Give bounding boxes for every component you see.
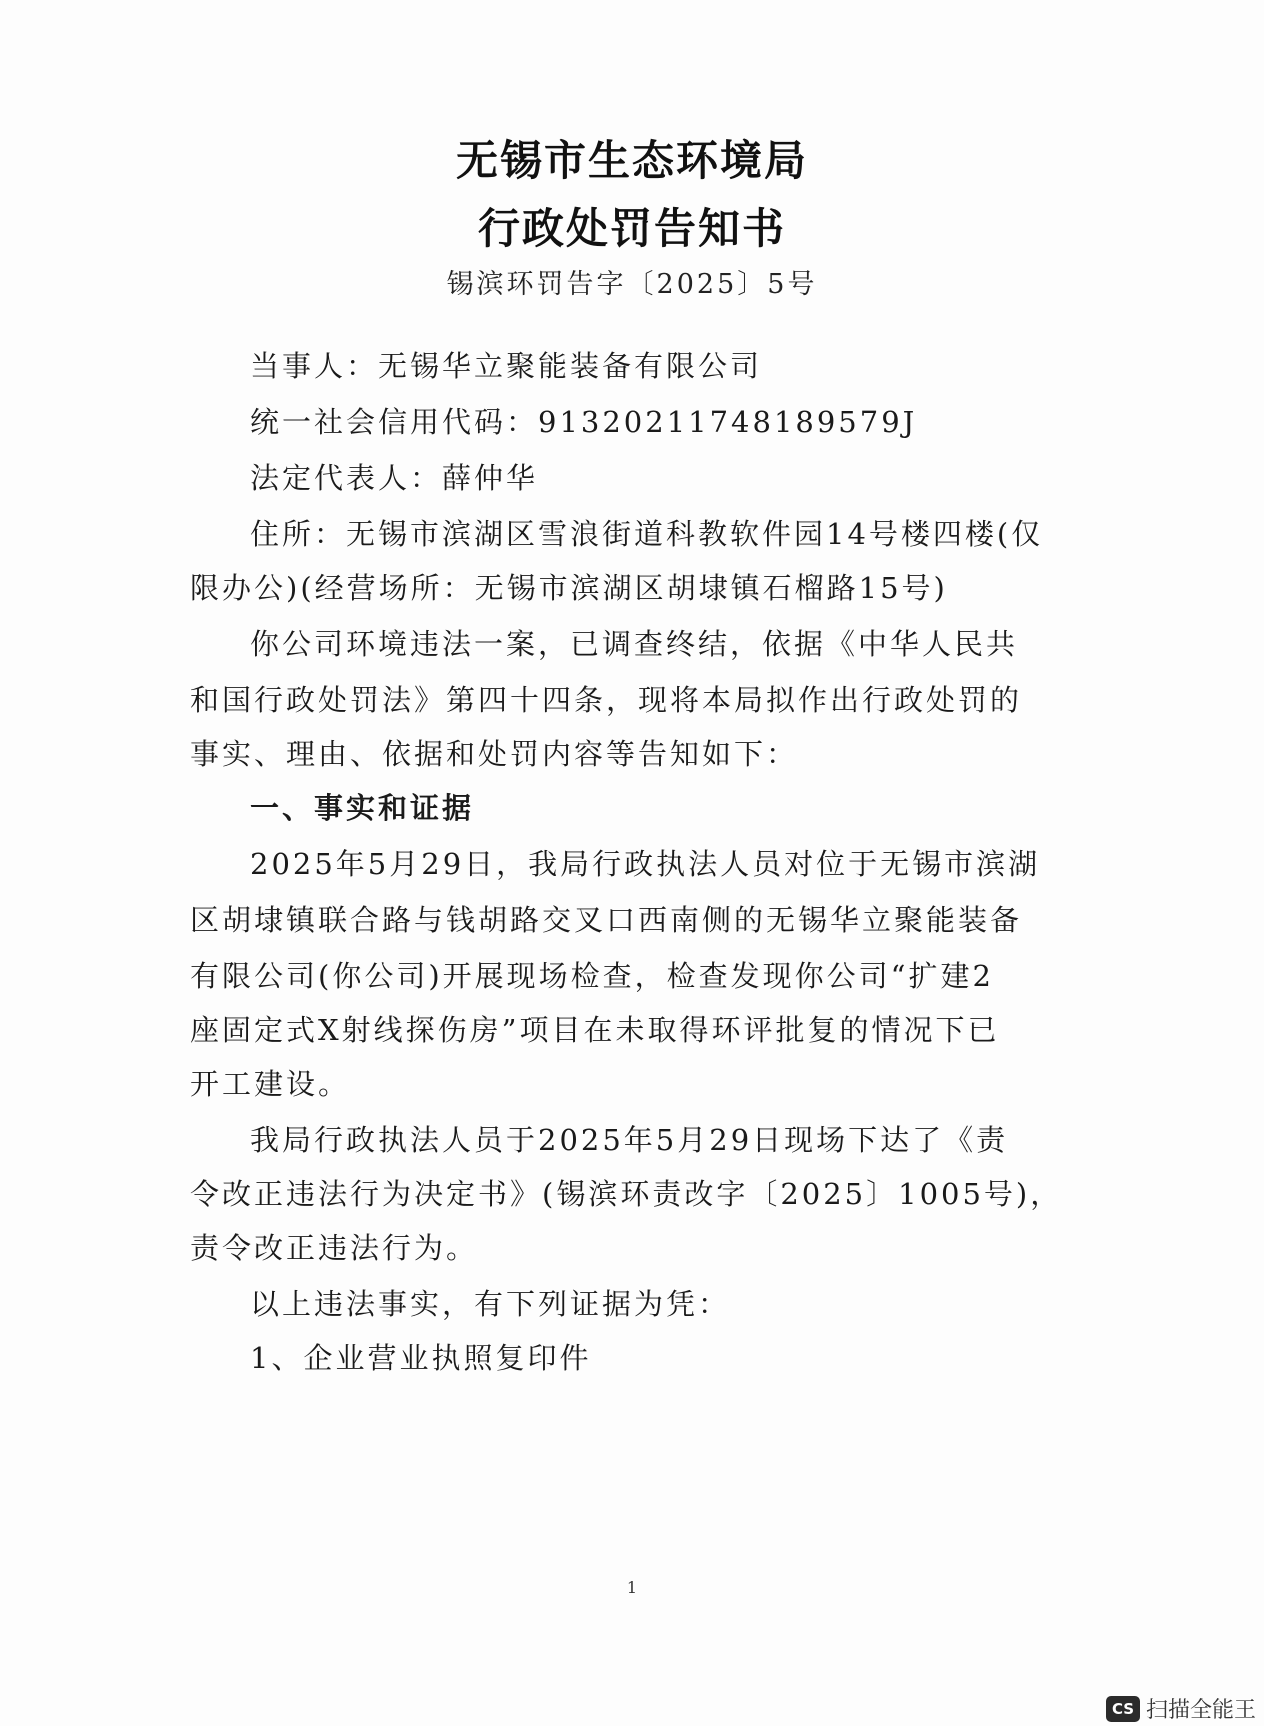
page-number: 1 bbox=[626, 1578, 638, 1597]
document-title-line2: 行政处罚告知书 bbox=[477, 204, 786, 253]
section-heading-facts: 一、事实和证据 bbox=[250, 791, 475, 825]
facts-line-1: 2025年5月29日，我局行政执法人员对位于无锡市滨湖 bbox=[250, 847, 1041, 881]
legal-representative: 法定代表人：薛仲华 bbox=[250, 461, 539, 495]
document-title-line1: 无锡市生态环境局 bbox=[455, 136, 808, 185]
intro-line-3: 事实、理由、依据和处罚内容等告知如下： bbox=[190, 737, 799, 771]
order-line-2: 令改正违法行为决定书》(锡滨环责改字〔2025〕1005号)， bbox=[190, 1177, 1063, 1211]
order-line-1: 我局行政执法人员于2025年5月29日现场下达了《责 bbox=[250, 1123, 1009, 1157]
scanner-watermark bbox=[1106, 1693, 1256, 1724]
address-line-2: 限办公)(经营场所：无锡市滨湖区胡埭镇石榴路15号) bbox=[190, 571, 948, 605]
order-line-3: 责令改正违法行为。 bbox=[190, 1231, 479, 1265]
facts-line-5: 开工建设。 bbox=[190, 1067, 351, 1101]
facts-line-4: 座固定式X射线探伤房”项目在未取得环评批复的情况下已 bbox=[190, 1013, 1000, 1047]
credit-code: 统一社会信用代码：91320211748189579J bbox=[250, 405, 918, 439]
party-name: 当事人：无锡华立聚能装备有限公司 bbox=[250, 349, 763, 383]
evidence-item-1: 1、企业营业执照复印件 bbox=[250, 1341, 592, 1375]
document-number: 锡滨环罚告字〔2025〕5号 bbox=[446, 269, 818, 300]
address-line-1: 住所：无锡市滨湖区雪浪街道科教软件园14号楼四楼(仅 bbox=[250, 517, 1044, 551]
intro-line-2: 和国行政处罚法》第四十四条，现将本局拟作出行政处罚的 bbox=[190, 683, 1023, 717]
intro-line-1: 你公司环境违法一案，已调查终结，依据《中华人民共 bbox=[250, 627, 1019, 661]
evidence-intro: 以上违法事实，有下列证据为凭： bbox=[250, 1287, 731, 1321]
facts-line-3: 有限公司(你公司)开展现场检查，检查发现你公司“扩建2 bbox=[190, 959, 994, 993]
camscanner-logo-icon: CS bbox=[1106, 1696, 1140, 1722]
facts-line-2: 区胡埭镇联合路与钱胡路交叉口西南侧的无锡华立聚能装备 bbox=[190, 903, 1023, 937]
watermark-text: 扫描全能王 bbox=[1145, 1698, 1256, 1723]
